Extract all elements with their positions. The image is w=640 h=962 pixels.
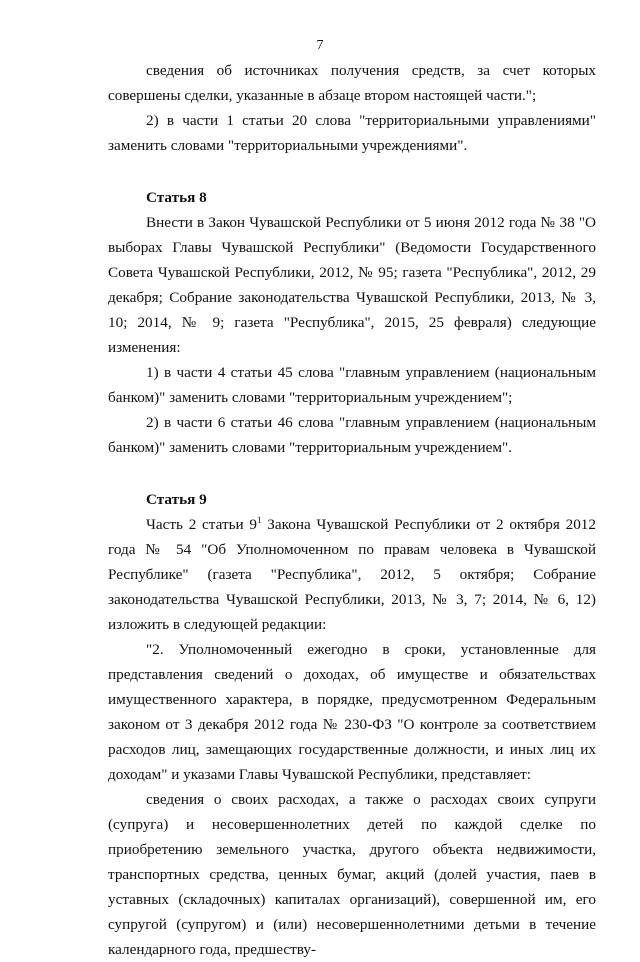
paragraph: Внести в Закон Чувашской Республики от 5 июня 2012 года № 38 "О выборах Главы Чувашской Республики" (Ведомости Государственного Совета Чувашской Республики, 2012, № 95; газета "Республика", 2012, 29 декабря; Собрание законодательства Чувашской Республики, 2013, № 3, 10; 2014, № 9; газета "Республика", 2015, 25 февраля) следующие изменения: — [108, 214, 596, 356]
paragraph: 1) в части 4 статьи 45 слова "главным управлением (национальным банком)" заменить словами "территориальным учреждением"; — [108, 364, 596, 406]
section-gap — [108, 460, 596, 487]
article-heading: Статья 8 — [146, 189, 207, 206]
paragraph-text: Часть 2 статьи 9 — [146, 516, 258, 533]
paragraph — [108, 512, 596, 637]
paragraph: 2) в части 1 статьи 20 слова "территориальными управлениями" заменить словами "территориальными учреждениями". — [108, 112, 596, 154]
page-number: 7 — [316, 38, 324, 53]
superscript: 1 — [257, 515, 262, 525]
paragraph: 2) в части 6 статьи 46 слова "главным управлением (национальным банком)" заменить словами "территориальным учреждением". — [108, 414, 596, 456]
paragraph: "2. Уполномоченный ежегодно в сроки, установленные для представления сведений о доходах, об имуществе и обязательствах имущественного характера, в порядке, предусмотренном Федеральным законом от 3 декабря 2012 года № 230-ФЗ "О контроле за соответствием расходов лиц, замещающих государственные должности, и иных лиц их доходам" и указами Главы Чувашской Республики, представляет: — [108, 641, 596, 783]
article-heading: Статья 9 — [146, 491, 207, 508]
paragraph: сведения об источниках получения средств, за счет которых совершены сделки, указанные в абзаце втором настоящей части."; — [108, 62, 596, 104]
document-body — [108, 58, 596, 962]
section-gap — [108, 158, 596, 185]
paragraph: сведения о своих расходах, а также о расходах своих супруги (супруга) и несовершеннолетних детей по каждой сделке по приобретению земельного участка, другого объекта недвижимости, транспортных средства, ценных бумаг, акций (долей участия, паев в уставных (складочных) капиталах организаций), совершенной им, его супругой (супругом) и (или) несовершеннолетними детьми в течение календарного года, предшеству- — [108, 791, 596, 958]
paragraph-text: Закона Чувашской Республики от 2 октября 2012 года № 54 "Об Уполномоченном по правам человека в Чувашской Республике" (газета "Республика", 2012, 5 октября; Собрание законодательства Чувашской Республики, 2013, № 3, 7; 2014, № 6, 12) изложить в следующей редакции: — [108, 516, 596, 633]
